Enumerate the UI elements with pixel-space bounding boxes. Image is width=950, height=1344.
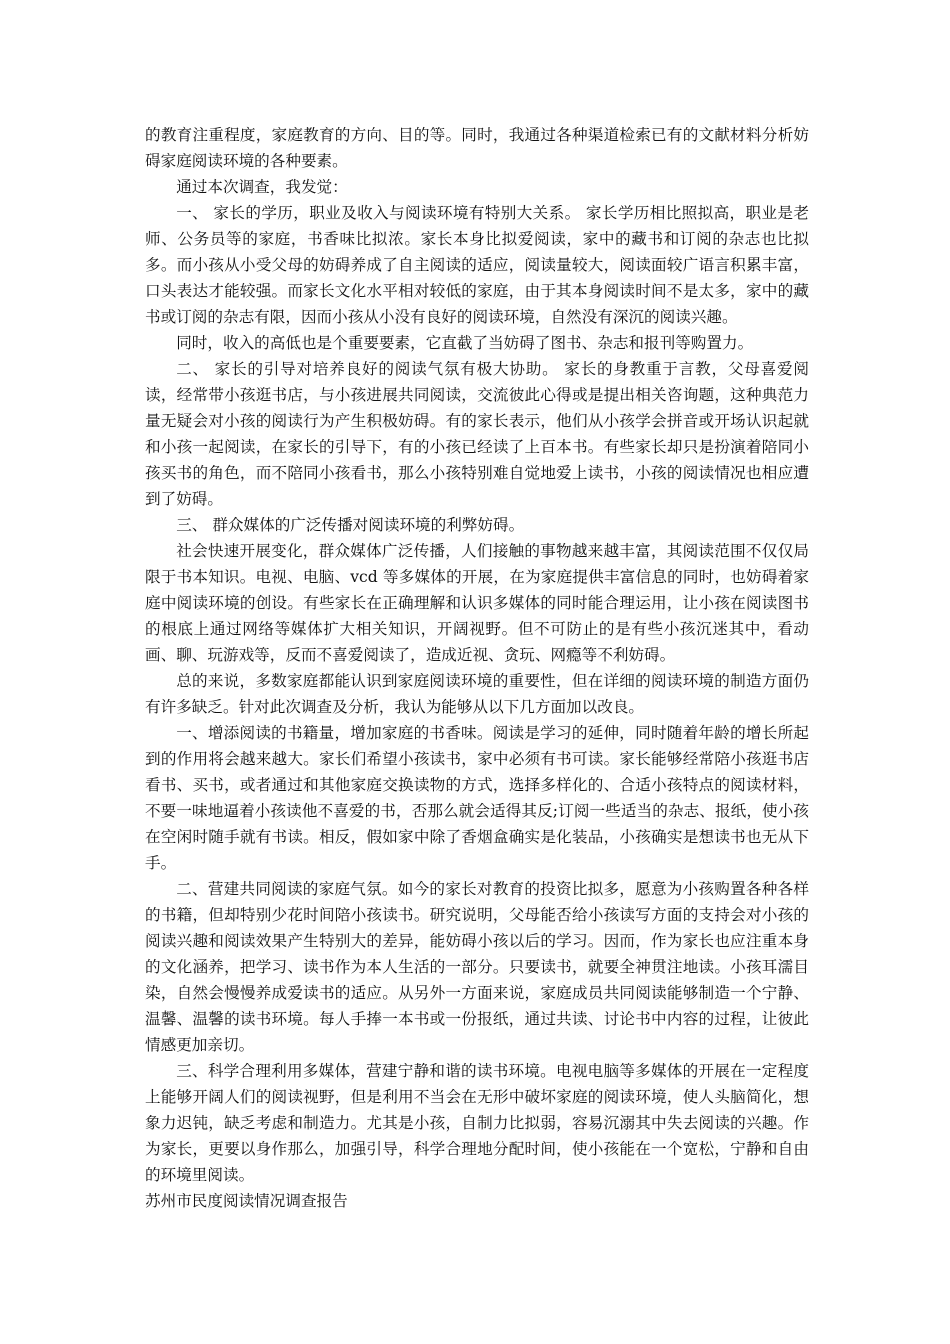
paragraph-10: 二、营建共同阅读的家庭气氛。如今的家长对教育的投资比拟多，愿意为小孩购置各种各样的书籍，但却特别少花时间陪小孩读书。研究说明，父母能否给小孩读写方面的支持会对小孩的阅读兴趣和阅读效果产生特别大的差异，能妨碍小孩以后的学习。因而，作为家长也应注重本身的文化涵养，把学习、读书作为本人生活的一部分。只要读书，就要全神贯注地读。小孩耳濡目染，自然会慢慢养成爱读书的适应。从另外一方面来说，家庭成员共同阅读能够制造一个宁静、温馨、温馨的读书环境。每人手捧一本书或一份报纸，通过共读、讨论书中内容的过程，让彼此情感更加亲切。 [145, 880, 809, 1054]
paragraph-8: 总的来说，多数家庭都能认识到家庭阅读环境的重要性，但在详细的阅读环境的制造方面仍有许多缺乏。针对此次调查及分析，我认为能够从以下几方面加以改良。 [145, 672, 809, 716]
paragraph-3: 一、 家长的学历，职业及收入与阅读环境有特别大关系。 家长学历相比照拟高，职业是老师、公务员等的家庭，书香味比拟浓。家长本身比拟爱阅读，家中的藏书和订阅的杂志也比拟多。而小孩从小受父母的妨碍养成了自主阅读的适应，阅读量较大，阅读面较广语言积累丰富，口头表达才能较强。而家长文化水平相对较低的家庭，由于其本身阅读时间不是太多，家中的藏书或订阅的杂志有限，因而小孩从小没有良好的阅读环境，自然没有深沉的阅读兴趣。 [145, 204, 809, 326]
paragraph-6: 三、 群众媒体的广泛传播对阅读环境的利弊妨碍。 [176, 516, 525, 534]
document-body [145, 122, 809, 1214]
document-title: 苏州市民度阅读情况调查报告 [145, 1192, 348, 1210]
paragraph-5: 二、 家长的引导对培养良好的阅读气氛有极大协助。 家长的身教重于言教，父母喜爱阅读，经常带小孩逛书店，与小孩进展共同阅读，交流彼此心得或是提出相关咨询题，这种典范力量无疑会对小孩的阅读行为产生积极妨碍。有的家长表示，他们从小孩学会拼音或开场认识起就和小孩一起阅读，在家长的引导下，有的小孩已经读了上百本书。有些家长却只是扮演着陪同小孩买书的角色，而不陪同小孩看书，那么小孩特别难自觉地爱上读书，小孩的阅读情况也相应遭到了妨碍。 [145, 360, 809, 508]
paragraph-1: 的教育注重程度，家庭教育的方向、目的等。同时，我通过各种渠道检索已有的文献材料分析妨碍家庭阅读环境的各种要素。 [145, 126, 809, 170]
paragraph-11: 三、科学合理利用多媒体，营建宁静和谐的读书环境。电视电脑等多媒体的开展在一定程度上能够开阔人们的阅读视野，但是利用不当会在无形中破坏家庭的阅读环境，使人头脑简化，想象力迟钝，缺乏考虑和制造力。尤其是小孩，自制力比拟弱，容易沉溺其中失去阅读的兴趣。作为家长，更要以身作那么，加强引导，科学合理地分配时间，使小孩能在一个宽松，宁静和自由的环境里阅读。 [145, 1062, 809, 1184]
paragraph-4: 同时，收入的高低也是个重要要素，它直截了当妨碍了图书、杂志和报刊等购置力。 [176, 334, 754, 352]
paragraph-9: 一、增添阅读的书籍量，增加家庭的书香味。阅读是学习的延伸，同时随着年龄的增长所起到的作用将会越来越大。家长们希望小孩读书，家中必须有书可读。家长能够经常陪小孩逛书店看书、买书，或者通过和其他家庭交换读物的方式，选择多样化的、合适小孩特点的阅读材料，不要一味地逼着小孩读他不喜爱的书，否那么就会适得其反;订阅一些适当的杂志、报纸，使小孩在空闲时随手就有书读。相反，假如家中除了香烟盒确实是化装品，小孩确实是想读书也无从下手。 [145, 724, 809, 872]
paragraph-2: 通过本次调查，我发觉： [176, 178, 348, 196]
paragraph-7: 社会快速开展变化，群众媒体广泛传播，人们接触的事物越来越丰富，其阅读范围不仅仅局限于书本知识。电视、电脑、vcd 等多媒体的开展，在为家庭提供丰富信息的同时，也妨碍着家庭中阅读环境的创设。有些家长在正确理解和认识多媒体的同时能合理运用，让小孩在阅读图书的根底上通过网络等媒体扩大相关知识，开阔视野。但不可防止的是有些小孩沉迷其中，看动画、聊、玩游戏等，反而不喜爱阅读了，造成近视、贪玩、网瘾等不利妨碍。 [145, 542, 809, 664]
